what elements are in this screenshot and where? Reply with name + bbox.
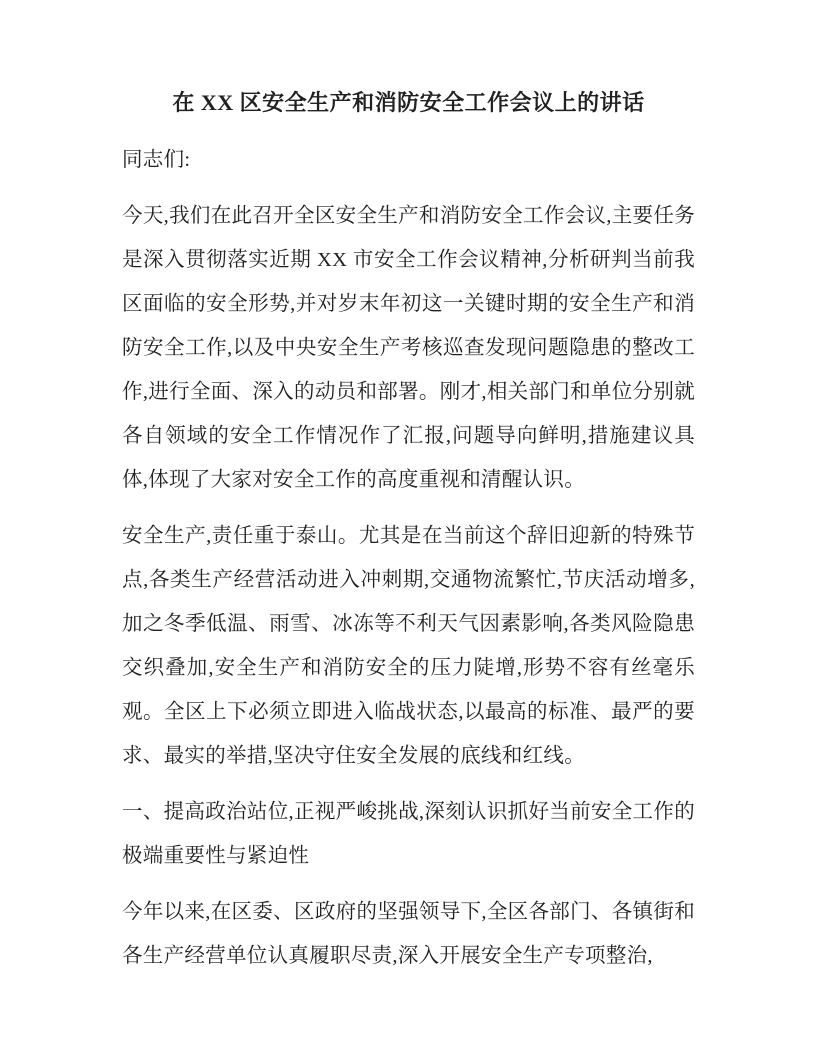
paragraph-2: 安全生产,责任重于泰山。尤其是在当前这个辞旧迎新的特殊节点,各类生产经营活动进入冲刺期,交通物流繁忙,节庆活动增多,加之冬季低温、雨雪、冰冻等不利天气因素影响,各类风险隐患交织叠加,安全生产和消防安全的压力陡增,形势不容有丝毫乐观。全区上下必须立即进入临战状态,以最高的标准、最严的要求、最实的举措,坚决守住安全发展的底线和红线。 (122, 525, 695, 767)
paragraph-1: 今天,我们在此召开全区安全生产和消防安全工作会议,主要任务是深入贯彻落实近期 XX 市安全工作会议精神,分析研判当前我区面临的安全形势,并对岁末年初这一关键时期的安全生产和消防安全工作,以及中央安全生产考核巡查发现问题隐患的整改工作,进行全面、深入的动员和部署。刚才,相关部门和单位分别就各自领域的安全工作情况作了汇报,问题导向鲜明,措施建议具体,体现了大家对安全工作的高度重视和清醒认识。 (122, 205, 695, 491)
salutation: 同志们: (122, 149, 191, 171)
section-heading-1: 一、提高政治站位,正视严峻挑战,深刻认识抓好当前安全工作的极端重要性与紧迫性 (122, 801, 695, 867)
paragraph-3: 今年以来,在区委、区政府的坚强领导下,全区各部门、各镇街和各生产经营单位认真履职尽责,深入开展安全生产专项整治, (122, 901, 695, 967)
document-title: 在 XX 区安全生产和消防安全工作会议上的讲话 (172, 90, 645, 115)
